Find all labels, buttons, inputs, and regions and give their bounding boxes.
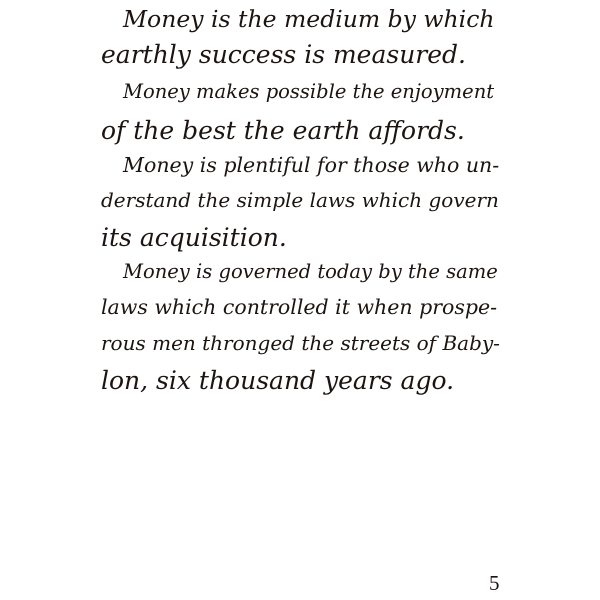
paragraph-4-line-1: Money is governed today by the same — [123, 260, 498, 283]
paragraph-2-line-2: of the best the earth affords. — [101, 116, 465, 145]
paragraph-3-line-2: derstand the simple laws which govern — [101, 188, 499, 212]
paragraph-4-line-4: lon, six thousand years ago. — [101, 366, 455, 395]
paragraph-1-line-2: earthly success is measured. — [101, 40, 467, 69]
paragraph-1-line-1: Money is the medium by which — [123, 5, 495, 33]
paragraph-2-line-1: Money makes possible the enjoyment — [123, 80, 495, 103]
page-number: 5 — [489, 571, 500, 595]
paragraph-3-line-1: Money is plentiful for those who un- — [123, 153, 500, 177]
paragraph-4-line-3: rous men thronged the streets of Baby- — [101, 331, 500, 355]
paragraph-4-line-2: laws which controlled it when prospe- — [101, 295, 498, 319]
paragraph-3-line-3: its acquisition. — [101, 223, 287, 252]
